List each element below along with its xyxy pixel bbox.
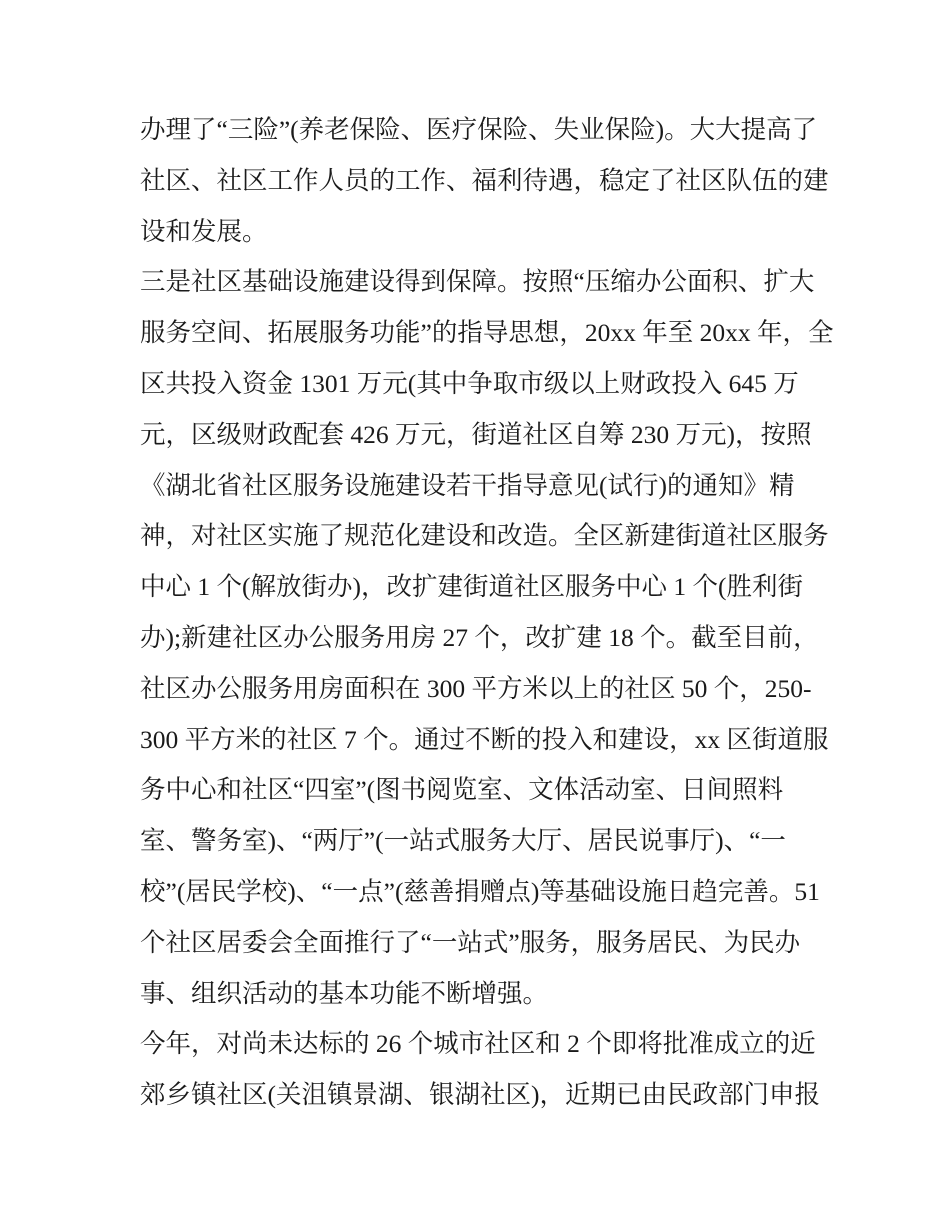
text-line: 神，对社区实施了规范化建设和改造。全区新建街道社区服务 — [140, 521, 829, 551]
text-line: 300 平方米的社区 7 个。通过不断的投入和建设，xx 区街道服 — [140, 724, 829, 754]
text-line: 务中心和社区“四室”(图书阅览室、文体活动室、日间照料 — [140, 775, 784, 805]
text-line: 今年，对尚未达标的 26 个城市社区和 2 个即将批准成立的近 — [140, 1029, 816, 1059]
text-line: 事、组织活动的基本功能不断增强。 — [140, 978, 549, 1008]
text-line: 社区办公服务用房面积在 300 平方米以上的社区 50 个，250- — [140, 673, 812, 703]
text-line: 元，区级财政配套 426 万元，街道社区自筹 230 万元)，按照 — [140, 419, 812, 449]
text-line: 区共投入资金 1301 万元(其中争取市级以上财政投入 645 万 — [140, 368, 799, 398]
text-line: 中心 1 个(解放街办)，改扩建街道社区服务中心 1 个(胜利街 — [140, 572, 803, 602]
text-line: 郊乡镇社区(关沮镇景湖、银湖社区)，近期已由民政部门申报 — [140, 1080, 820, 1110]
text-line: 三是社区基础设施建设得到保障。按照“压缩办公面积、扩大 — [140, 267, 815, 297]
text-line: 个社区居委会全面推行了“一站式”服务，服务居民、为民办 — [140, 927, 801, 957]
text-line: 室、警务室)、“两厅”(一站式服务大厅、居民说事厅)、“一 — [140, 826, 786, 856]
document-body — [140, 105, 834, 1121]
text-line: 社区、社区工作人员的工作、福利待遇，稳定了社区队伍的建 — [140, 165, 829, 195]
text-line: 办);新建社区办公服务用房 27 个，改扩建 18 个。截至目前， — [140, 622, 819, 652]
text-line: 办理了“三险”(养老保险、医疗保险、失业保险)。大大提高了 — [140, 115, 818, 144]
text-line: 设和发展。 — [140, 216, 268, 246]
text-line: 校”(居民学校)、“一点”(慈善捐赠点)等基础设施日趋完善。51 — [140, 876, 820, 906]
text-line: 服务空间、拓展服务功能”的指导思想，20xx 年至 20xx 年，全 — [140, 318, 834, 348]
text-line: 《湖北省社区服务设施建设若干指导意见(试行)的通知》精 — [140, 470, 795, 500]
